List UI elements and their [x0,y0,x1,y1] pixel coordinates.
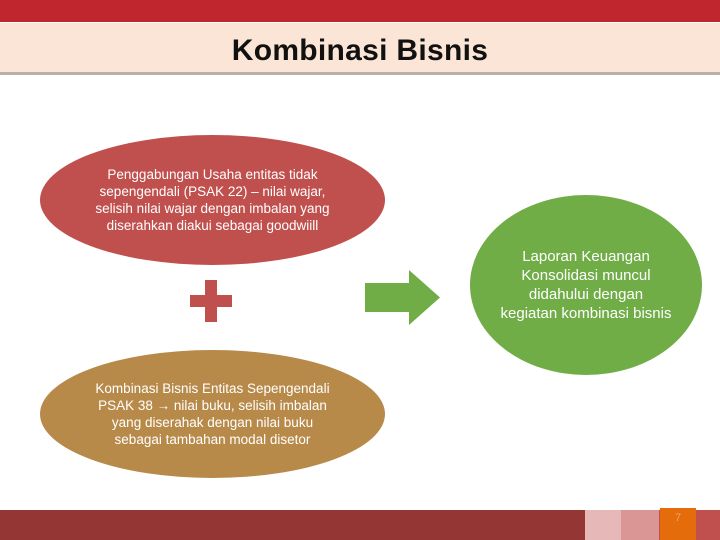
slide-title: Kombinasi Bisnis [231,34,489,67]
page-number: 7 [674,512,682,524]
footer-bar [0,510,720,540]
top-ellipse-text: Penggabungan Usaha entitas tidak sepengendali (PSAK 22) – nilai wajar, selisih nilai wajar dengan imbalan yang diserahkan diakui sebagai goodwiill [95,167,330,233]
top-ellipse [40,135,385,265]
footer-segment-mid [621,510,659,540]
bottom-ellipse-text: Kombinasi Bisnis Entitas Sepengendali PSAK 38 → nilai buku, selisih imbalan yang diserahak dengan nilai buku sebagai tambahan modal disetor [95,381,330,447]
footer-segment-main [0,510,585,540]
bottom-ellipse [40,350,385,478]
right-ellipse [470,195,702,375]
right-ellipse-text: Laporan Keuangan Konsolidasi muncul didahului dengan kegiatan kombinasi bisnis [500,248,672,322]
plus-icon [190,280,232,322]
footer-segment-light [585,510,621,540]
right-arrow-icon [365,270,440,325]
top-accent-bar [0,0,720,22]
